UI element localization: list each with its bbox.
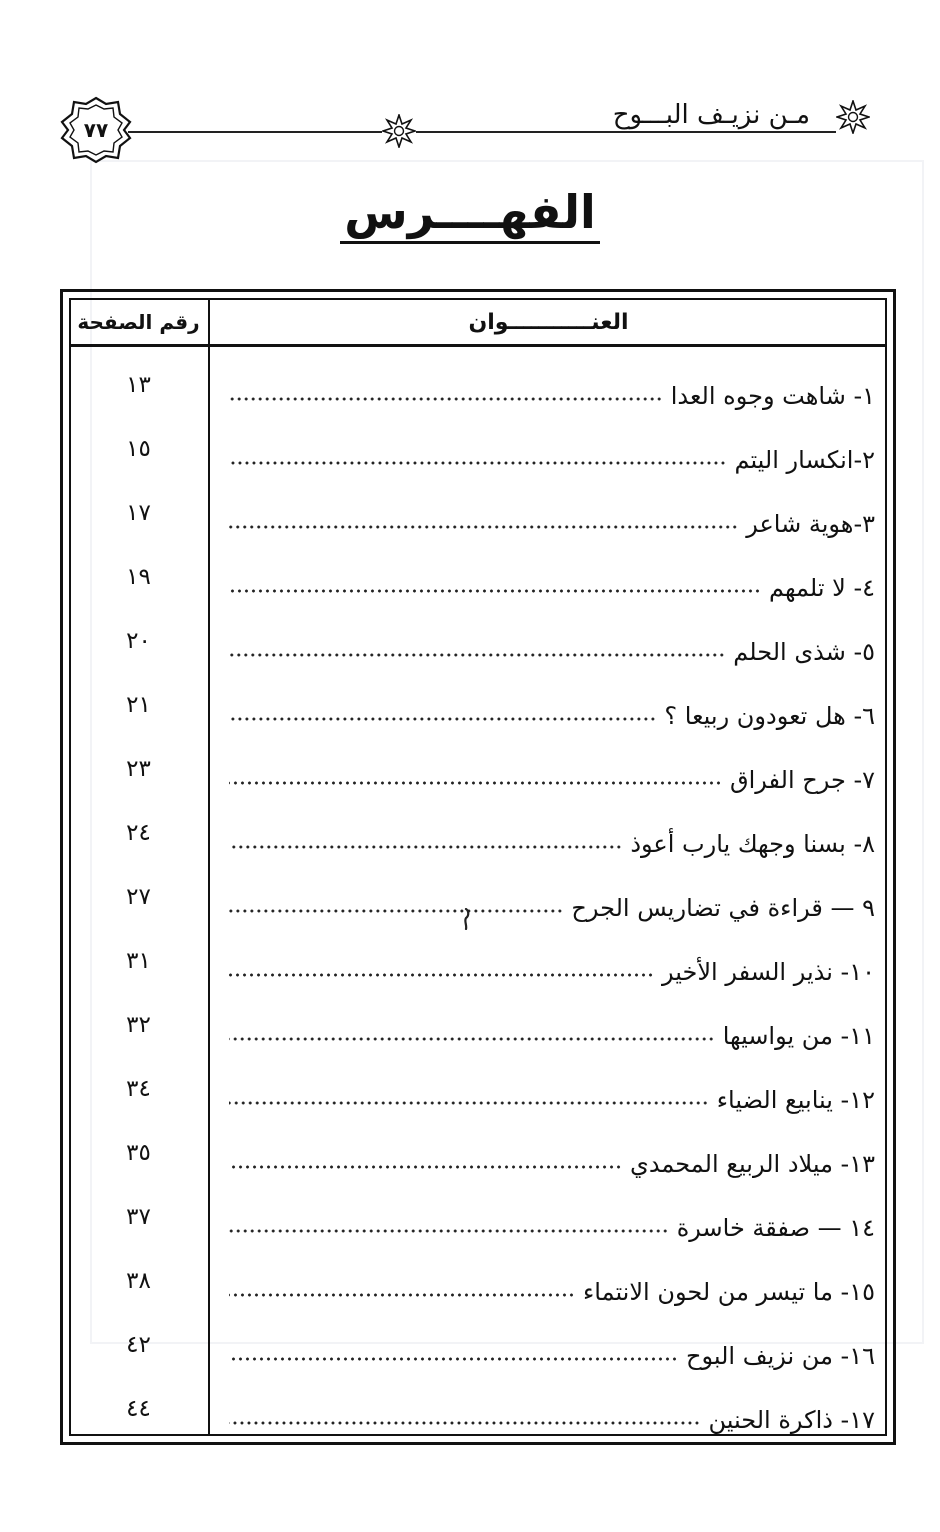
row-title: ١٢- ينابيع الضياء (716, 1086, 875, 1115)
row-entry (229, 807, 875, 859)
row-entry (229, 1191, 875, 1243)
row-title: ١٧- ذاكرة الحنين (708, 1406, 875, 1435)
dot-leader (229, 395, 663, 403)
column-header-page: رقم الصفحة (77, 310, 200, 334)
table-row (69, 1249, 887, 1313)
row-page: ٣٨ (126, 1268, 151, 1294)
dot-leader (229, 1419, 700, 1427)
row-entry (229, 935, 875, 987)
row-entry (229, 423, 875, 475)
row-title: ١٥- ما تيسر من لحون الانتماء (582, 1278, 875, 1307)
row-page: ١٥ (126, 436, 151, 462)
row-page: ٣١ (126, 948, 151, 974)
row-entry (229, 743, 875, 795)
header-rule (128, 131, 852, 133)
row-title: ١٣- ميلاد الربيع المحمدي (630, 1150, 875, 1179)
dot-leader (229, 1035, 715, 1043)
row-title: ٦- هل تعودون ربيعا ؟ (664, 702, 875, 731)
table-row (69, 993, 887, 1057)
dot-leader (229, 715, 656, 723)
table-row (69, 865, 887, 929)
row-title: ١١- من يواسيها (722, 1022, 875, 1051)
table-row (69, 737, 887, 801)
row-title: ٢-انكسار اليتم (734, 446, 875, 475)
table-row (69, 929, 887, 993)
row-page: ١٣ (126, 372, 151, 398)
dot-leader (229, 1291, 575, 1299)
page-number: ٧٧ (83, 118, 109, 142)
dot-leader (229, 459, 726, 467)
row-page: ١٩ (126, 564, 151, 590)
table-row (69, 1057, 887, 1121)
row-entry (229, 1063, 875, 1115)
row-page: ٣٥ (126, 1140, 151, 1166)
ornament-star-icon (836, 100, 870, 134)
row-entry (229, 551, 875, 603)
row-page: ٢٤ (126, 820, 151, 846)
row-entry (229, 487, 875, 539)
row-title: ٨- بسنا وجهك يارب أعوذ (630, 830, 875, 859)
table-row (69, 1185, 887, 1249)
dot-leader (229, 843, 622, 851)
row-entry (229, 359, 875, 411)
table-header-separator (69, 344, 887, 347)
dot-leader (229, 1227, 669, 1235)
dot-leader (229, 971, 654, 979)
dot-leader (229, 907, 563, 915)
row-page: ٣٤ (126, 1076, 151, 1102)
row-title: ٧- جرح الفراق (729, 766, 875, 795)
table-row (69, 609, 887, 673)
row-page: ٣٢ (126, 1012, 151, 1038)
dot-leader (229, 1163, 622, 1171)
row-page: ٤٢ (126, 1332, 151, 1358)
dot-leader (229, 587, 761, 595)
table-row (69, 801, 887, 865)
row-entry (229, 871, 875, 923)
dot-leader (229, 779, 722, 787)
dot-leader (229, 1099, 709, 1107)
row-entry (229, 615, 875, 667)
dot-leader (229, 1355, 678, 1363)
row-title: ٥- شذى الحلم (733, 638, 875, 667)
row-title: ٤- لا تلمهم (768, 574, 875, 603)
row-page: ٣٧ (126, 1204, 151, 1230)
row-title: ٣-هوية شاعر (746, 510, 875, 539)
book-title: مـن نزيـف البـــوح (607, 100, 816, 130)
row-page: ٢٣ (126, 756, 151, 782)
row-title: ٩ — قراءة في تضاريس الجرح (571, 894, 875, 923)
row-entry (229, 999, 875, 1051)
table-row (69, 545, 887, 609)
index-heading: الفهــــرس (340, 186, 600, 244)
row-entry (229, 1127, 875, 1179)
table-row (69, 1313, 887, 1377)
row-title: ١- شاهت وجوه العدا (670, 382, 875, 411)
row-page: ٤٤ (126, 1396, 151, 1422)
index-heading-wrap (0, 186, 940, 244)
table-row (69, 1377, 887, 1441)
row-page: ٢٠ (126, 628, 151, 654)
table-row (69, 673, 887, 737)
row-entry (229, 1255, 875, 1307)
ornament-star-icon (382, 114, 416, 148)
row-title: ١٦- من نزيف البوح (685, 1342, 875, 1371)
row-entry (229, 1383, 875, 1435)
row-page: ٢٧ (126, 884, 151, 910)
column-header-title: العنـــــــــــوان (468, 309, 629, 335)
row-page: ٢١ (126, 692, 151, 718)
ink-speck-icon (462, 908, 470, 930)
table-row (69, 1121, 887, 1185)
dot-leader (229, 651, 725, 659)
row-title: ١٤ — صفقة خاسرة (676, 1214, 875, 1243)
table-row (69, 481, 887, 545)
table-row (69, 417, 887, 481)
row-entry (229, 679, 875, 731)
row-page: ١٧ (126, 500, 151, 526)
table-row (69, 353, 887, 417)
dot-leader (229, 523, 738, 531)
row-entry (229, 1319, 875, 1371)
row-title: ١٠- نذير السفر الأخير (662, 958, 875, 987)
